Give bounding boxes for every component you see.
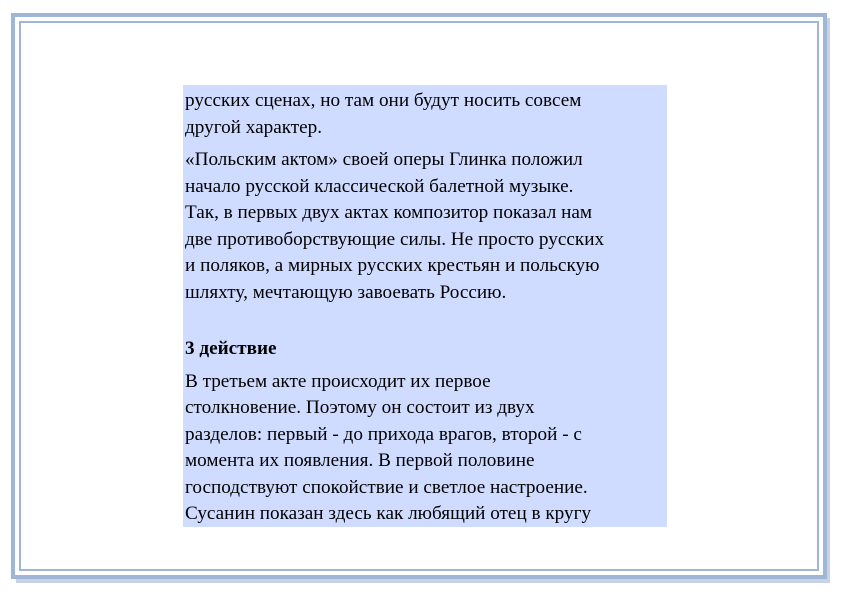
section-spacer (185, 306, 665, 336)
paragraph-polish-act: «Польским актом» своей оперы Глинка положил начало русской классической балетной музыке. Так, в первых двух актах композитор показал нам две противоборствующие силы. Не просто русских и поляков, а мирных русских крестьян и польскую шляхту, мечтающую завоевать Россию. (185, 149, 605, 303)
paragraph-continuation: русских сценах, но там они будут носить совсем другой характер. (185, 90, 582, 138)
text-content-block (183, 85, 667, 527)
section-heading: 3 действие (185, 338, 277, 359)
paragraph-third-act: В третьем акте происходит их первое столкновение. Поэтому он состоит из двух разделов: первый - до прихода врагов, второй - с момента их появления. В первой половине господствуют спокойствие и светлое настроение. Сусанин показан здесь как любящий отец в кругу (185, 370, 592, 524)
